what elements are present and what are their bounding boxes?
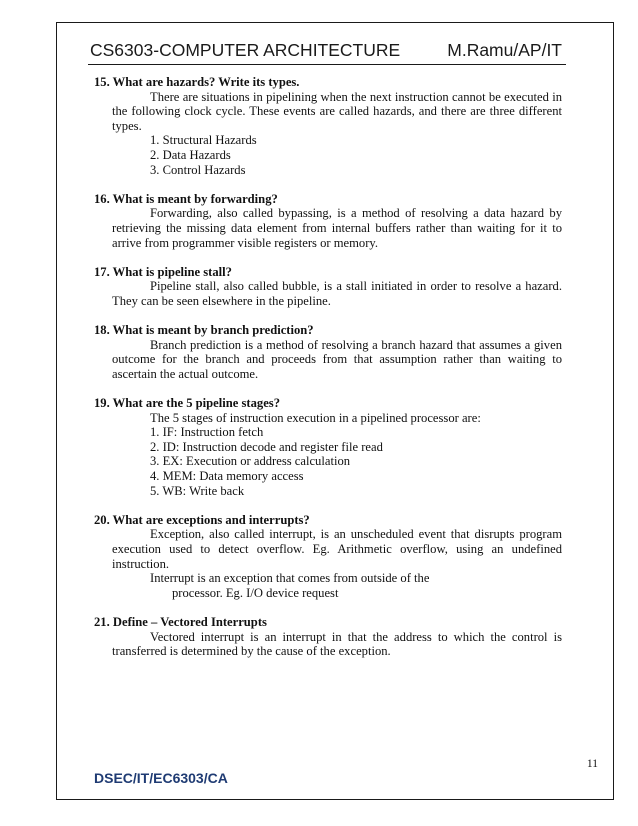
- page-footer: DSEC/IT/EC6303/CA: [94, 770, 228, 786]
- document-body: [94, 75, 562, 673]
- section-21: [94, 615, 562, 659]
- question-19: 19. What are the 5 pipeline stages?: [94, 396, 280, 411]
- section-17: [94, 265, 562, 309]
- question-21: 21. Define – Vectored Interrupts: [94, 614, 267, 629]
- question-18: 18. What is meant by branch prediction?: [94, 323, 314, 338]
- list-item: 2. Data Hazards: [150, 147, 231, 162]
- answer-20-interrupt-continuation: processor. Eg. I/O device request: [172, 585, 339, 600]
- page-number: 11: [586, 758, 598, 770]
- question-16: 16. What is meant by forwarding?: [94, 191, 278, 206]
- list-item: 3. EX: Execution or address calculation: [150, 454, 351, 469]
- section-15: [94, 75, 562, 177]
- question-17: 17. What is pipeline stall?: [94, 264, 232, 279]
- question-15: 15. What are hazards? Write its types.: [94, 75, 300, 89]
- answer-15-paragraph: There are situations in pipelining when the next instruction cannot be executed in the following clock cycle. These events are called hazards, and there are three different types.: [112, 89, 562, 133]
- section-18: [94, 323, 562, 381]
- answer-19-intro: The 5 stages of instruction execution in a pipelined processor are:: [150, 410, 481, 425]
- page-header: [88, 38, 566, 65]
- answer-21-paragraph: Vectored interrupt is an interrupt in that the address to which the control is transferred is determined by the cause of the exception.: [112, 629, 562, 659]
- question-20: 20. What are exceptions and interrupts?: [94, 512, 310, 527]
- section-19: [94, 396, 562, 498]
- answer-20-interrupt-line: Interrupt is an exception that comes from outside of the: [150, 571, 430, 586]
- section-20: [94, 513, 562, 601]
- answer-16-paragraph: Forwarding, also called bypassing, is a method of resolving a data hazard by retrieving the missing data element from internal buffers rather than waiting for it to arrive from programmer visible registers or memory.: [112, 206, 562, 250]
- section-16: [94, 192, 562, 250]
- list-item: 2. ID: Instruction decode and register file read: [150, 439, 383, 454]
- list-item: 1. Structural Hazards: [150, 133, 257, 148]
- header-course-title: CS6303-COMPUTER ARCHITECTURE: [90, 40, 401, 60]
- list-item: 4. MEM: Data memory access: [150, 469, 304, 484]
- header-author: M.Ramu/AP/IT: [447, 40, 562, 60]
- answer-20-paragraph: Exception, also called interrupt, is an unscheduled event that disrupts program execution used to detect overflow. Eg. Arithmetic overflow, using an undefined instruction.: [112, 527, 562, 571]
- answer-18-paragraph: Branch prediction is a method of resolving a branch hazard that assumes a given outcome for the branch and proceeds from that assumption rather than waiting to ascertain the actual outcome.: [112, 337, 562, 381]
- list-item: 3. Control Hazards: [150, 162, 246, 177]
- list-item: 5. WB: Write back: [150, 483, 245, 498]
- answer-17-paragraph: Pipeline stall, also called bubble, is a stall initiated in order to resolve a hazard. They can be seen elsewhere in the pipeline.: [112, 279, 562, 308]
- list-item: 1. IF: Instruction fetch: [150, 425, 264, 440]
